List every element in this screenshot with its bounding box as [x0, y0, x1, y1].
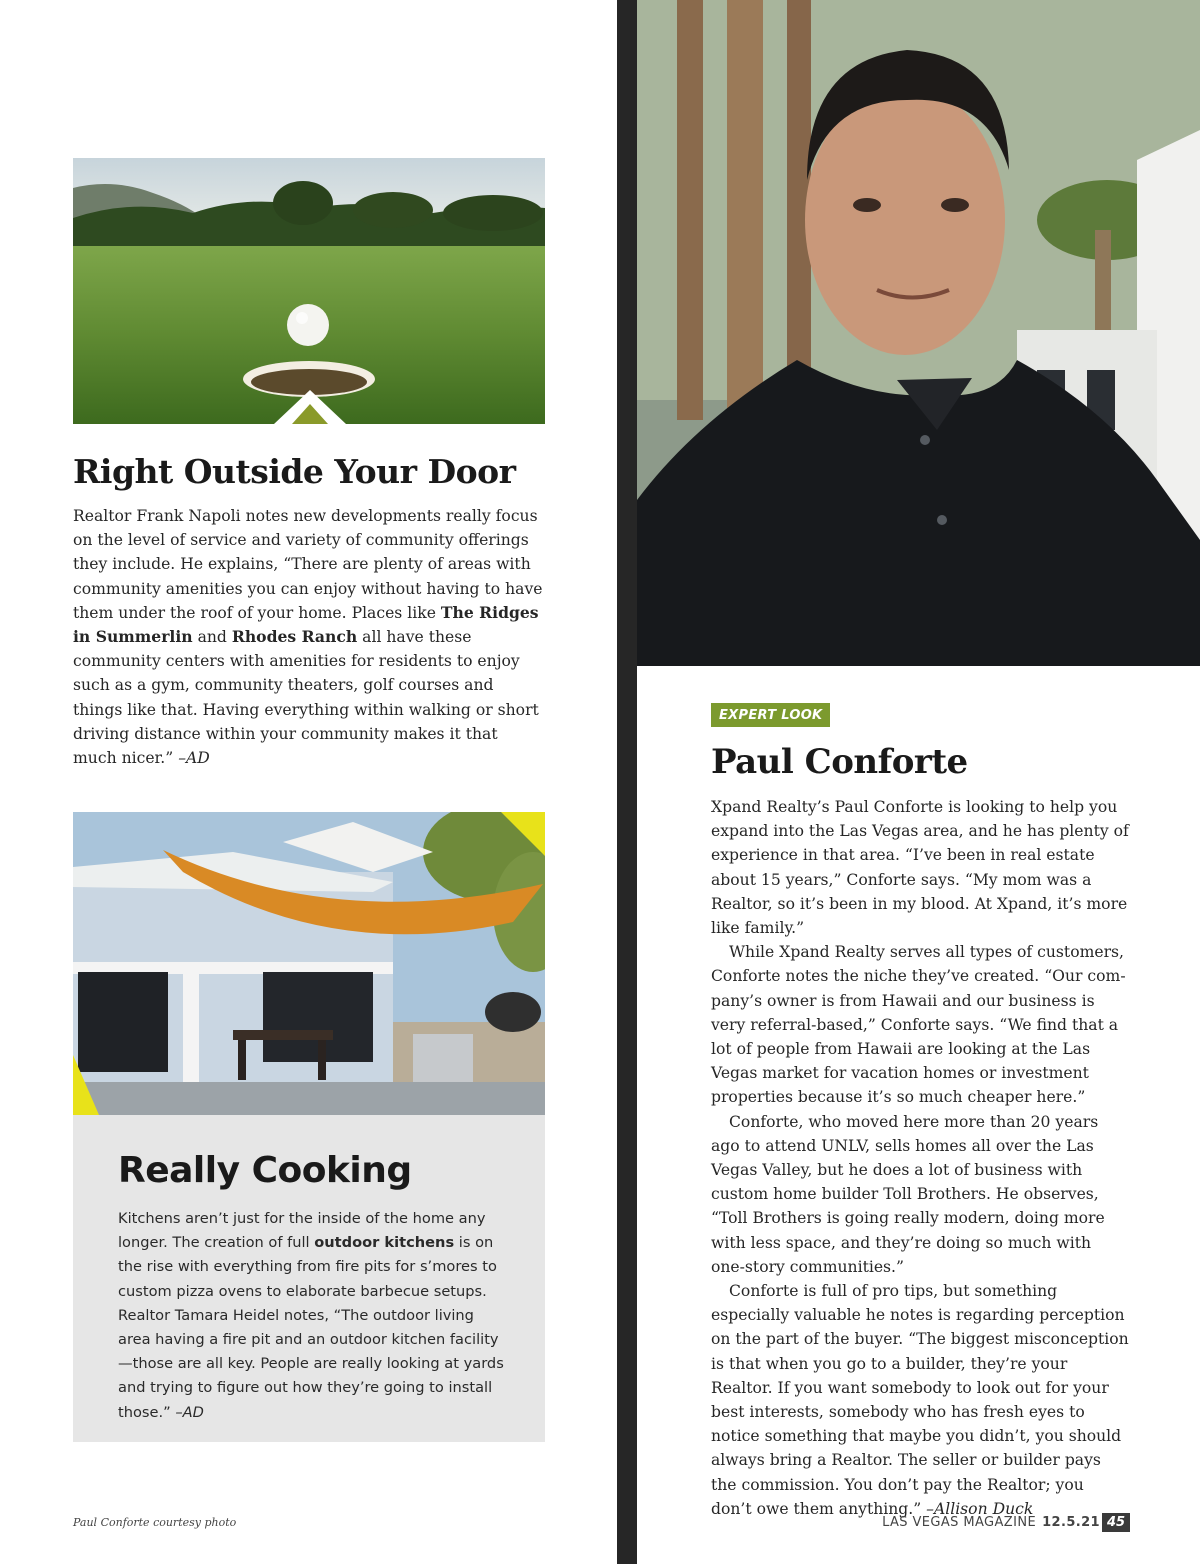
page-number: 45: [1102, 1513, 1130, 1532]
golf-ball-photo: [73, 158, 545, 424]
body-paragraph: Conforte, who moved here more than 20 years ago to attend UNLV, sells homes all over the Las Vegas Valley, but he does a lot of business with custom home builder Toll Brothers. He observes, “Toll Brothers is going really modern, doing more with less space, and they’re doing so much with one-story communities.”: [711, 1112, 1105, 1276]
body-paragraph-last: Conforte is full of pro tips, but something especially valuable he notes is regarding perception on the part of the buyer. “The biggest misconception is that when you go to a builder, they’re your Realtor. If you want somebody to look out for your best interests, somebody who has fresh eyes to notice something that maybe you didn’t, you should always bring a Realtor. The seller or builder pays the commission. You don’t pay the Realtor; you don’t owe them anything.” –Allison Duck: [711, 1282, 1129, 1518]
body-paragraph: While Xpand Realty serves all types of customers, Conforte notes the niche they’ve created. “Our company’s owner is from Hawaii and our business is very referral-based,” Conforte says. “We find that a lot of people from Hawaii are looking at the Las Vegas market for vacation homes or investment properties because it’s so much cheaper here.”: [711, 943, 1126, 1107]
right-outside-body: Realtor Frank Napoli notes new developments really focus on the level of service and variety of community offerings they include. He explains, “There are plenty of areas with community amenities you can enjoy without having to have them under the roof of your home. Places like The Ridges in Summerlin and Rhodes Ranch all have these community centers with amenities for residents to enjoy such as a gym, community theaters, golf courses and things like that. Having everything within walking or short driving distance within your community makes it that much nicer.” –AD: [73, 507, 543, 768]
author-signature: –AD: [178, 749, 210, 768]
outdoor-kitchens-bold: outdoor kitchens: [314, 1234, 455, 1252]
really-cooking-heading: Really Cooking: [118, 1150, 412, 1191]
expert-look-badge: EXPERT LOOK: [711, 703, 830, 727]
issue-date: 12.5.21: [1042, 1515, 1100, 1530]
photo-credit: Paul Conforte courtesy photo: [73, 1516, 237, 1529]
magazine-name: LAS VEGAS MAGAZINE: [882, 1515, 1037, 1530]
really-cooking-body: Kitchens aren’t just for the inside of the home any longer. The creation of full outdoor kitchens is on the rise with everything from fire pits for s’mores to custom pizza ovens to elaborate barbecue setups. Realtor Tamara Heidel notes, “The outdoor living area having a fire pit and an outdoor kitchen facility—those are all key. People are really looking at yards and trying to figure out how they’re going to install those.” –AD: [118, 1210, 504, 1421]
photo-notch-accent: [292, 404, 328, 424]
paul-conforte-heading: Paul Conforte: [711, 742, 968, 782]
yellow-corner-top: [501, 812, 545, 856]
author-signature: –AD: [175, 1403, 204, 1421]
yellow-corner-bottom: [73, 1055, 99, 1115]
rhodes-ranch-bold: Rhodes Ranch: [231, 627, 358, 647]
magazine-folio: [882, 1515, 1100, 1530]
paul-conforte-body: [711, 795, 1129, 1521]
paul-conforte-portrait: [637, 0, 1200, 666]
ridges-summerlin-bold: The Ridges in Summerlin: [73, 602, 539, 647]
outdoor-kitchen-photo: [73, 812, 545, 1115]
right-outside-heading: Right Outside Your Door: [73, 452, 516, 491]
author-signature: –Allison Duck: [926, 1499, 1034, 1518]
body-paragraph: Xpand Realty’s Paul Conforte is looking to help you expand into the Las Vegas area, and he has plenty of experience in that area. “I’ve been in real estate about 15 years,” Conforte says. “My mom was a Realtor, so it’s been in my blood. At Xpand, it’s more like family.”: [711, 798, 1129, 938]
page-gutter-divider: [617, 0, 637, 1564]
